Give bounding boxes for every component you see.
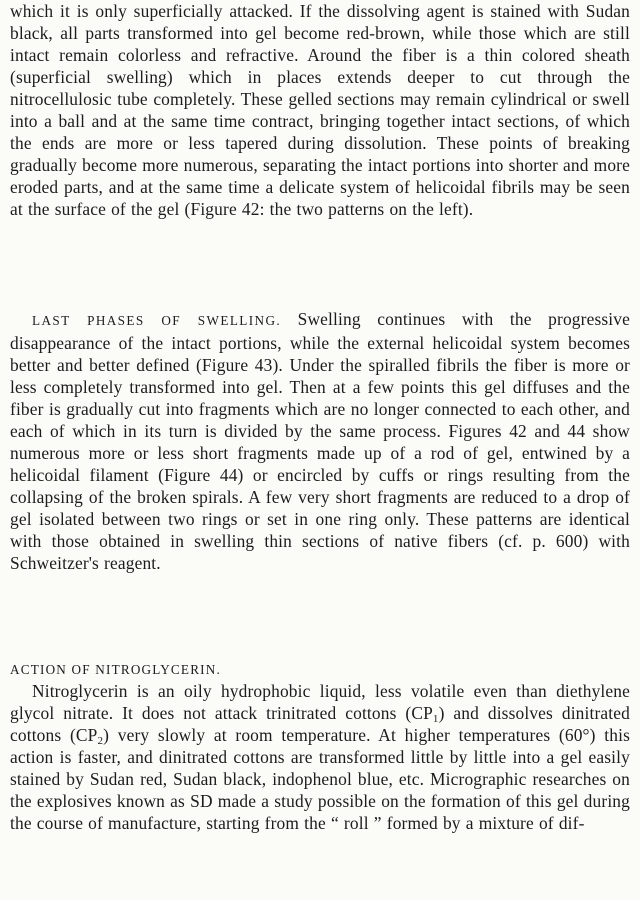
paragraph-3-text-a: Nitroglycerin is an oily hydrophobic liquid, less volatile even than diethylene glycol nitrate. It does not attack trinitrated cottons (CP — [10, 681, 630, 723]
section-heading-last-phases: LAST PHASES OF SWELLING. — [32, 313, 282, 328]
subscript-1: 1 — [432, 713, 439, 725]
body-paragraph-2 — [10, 308, 630, 574]
body-paragraph-3 — [10, 680, 630, 834]
section-heading-nitroglycerin: ACTION OF NITROGLYCERIN. — [10, 662, 221, 677]
subscript-2: 2 — [97, 735, 104, 747]
paragraph-3-text-b: ) and dissolves dinitrated cottons (CP — [10, 703, 630, 745]
paragraph-3-text-c: ) very slowly at room temperature. At higher temperatures (60°) this action is faster, and dinitrated cottons are transformed little by little into a gel easily stained by Sudan red, Sudan black, indophenol blue, etc. Micrographic researches on the explosives known as SD made a study possible on the formation of this gel during the course of manufacture, starting from the “ roll ” formed by a mixture of dif- — [10, 725, 630, 833]
paragraph-2-text: Swelling continues with the progressive disappearance of the intact portions, while the external helicoidal system becomes better and better defined (Figure 43). Under the spiralled fibrils the fiber is more or less completely transformed into gel. Then at a few points this gel diffuses and the fiber is gradually cut into fragments which are no longer connected to each other, and each of which in its turn is divided by the same process. Figures 42 and 44 show numerous more or less short fragments made up of a rod of gel, entwined by a helicoidal filament (Figure 44) or encircled by cuffs or rings resulting from the collapsing of the broken spirals. A few very short fragments are reduced to a drop of gel isolated between two rings or set in one ring only. These patterns are identical with those obtained in swelling thin sections of native fibers (cf. p. 600) with Schweitzer's reagent. — [10, 309, 630, 573]
body-paragraph-1: which it is only superficially attacked. If the dissolving agent is stained with Sudan black, all parts transformed into gel become red-brown, while those which are still intact remain colorless and refractive. Around the fiber is a thin colored sheath (superficial swelling) which in places extends deeper to cut through the nitrocellulosic tube completely. These gelled sections may remain cylindrical or swell into a ball and at the same time contract, bringing together intact sections, of which the ends are more or less tapered during dissolution. These points of breaking gradually become more numerous, separating the intact portions into shorter and more eroded parts, and at the same time a delicate system of helicoidal fibrils may be seen at the surface of the gel (Figure 42: the two patterns on the left). — [10, 1, 630, 219]
